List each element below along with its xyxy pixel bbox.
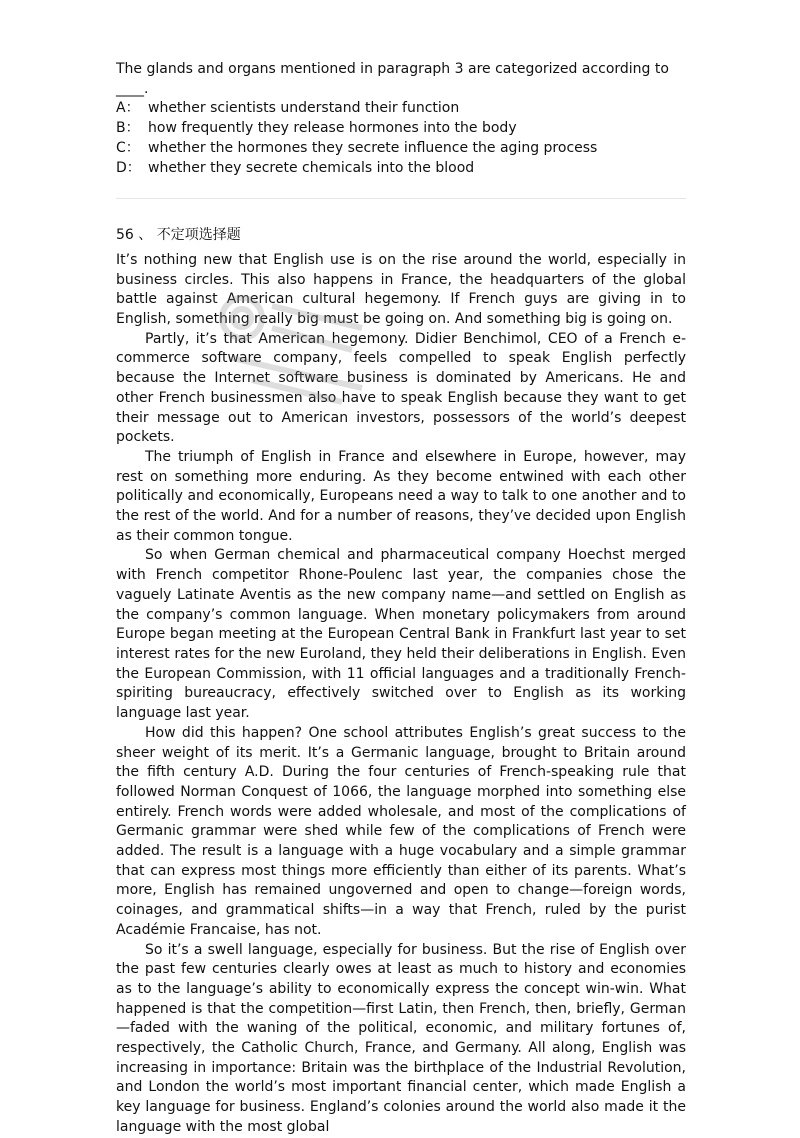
- previous-question-options: [116, 99, 686, 178]
- option-b: [116, 119, 686, 139]
- option-text: whether the hormones they secrete influence the aging process: [148, 139, 598, 156]
- passage-paragraph-6: So it’s a swell language, especially for business. But the rise of English over the past few centuries clearly owes at least as much to history and economies as to the language’s ability to economically express the concept win-win. What happened is that the competition—first Latin, then French, then, briefly, German—faded with the waning of the political, economic, and military fortunes of, respectively, the Catholic Church, France, and Germany. All along, English was increasing in importance: Britain was the birthplace of the Industrial Revolution, and London the world’s most important financial center, which made English a key language for business. England’s colonies around the world also made it the language with the most global: [116, 941, 686, 1135]
- passage-paragraph-4: So when German chemical and pharmaceutical company Hoechst merged with French competitor Rhone-Poulenc last year, the companies chose the vaguely Latinate Aventis as the new company name—and settled on English as the company’s common language. When monetary policymakers from around Europe began meeting at the European Central Bank in Frankfurt last year to set interest rates for the new Euroland, they held their deliberations in English. Even the European Commission, with 11 official languages and a traditionally French-spiriting bureaucracy, effectively switched over to English as its working language last year.: [116, 547, 686, 722]
- passage-paragraph-2: Partly, it’s that American hegemony. Didier Benchimol, CEO of a French e-commerce software company, feels compelled to speak English perfectly because the Internet software business is dominated by Americans. He and other French businessmen also have to speak English because they want to get their message out to American investors, possessors of the world’s deepest pockets.: [116, 330, 686, 446]
- previous-question-stem: The glands and organs mentioned in paragraph 3 are categorized according to ____.: [116, 61, 669, 97]
- option-a: [116, 99, 686, 119]
- passage-paragraph-1: It’s nothing new that English use is on the rise around the world, especially in business circles. This also happens in France, the headquarters of the global battle against American cultural hegemony. If French guys are giving in to English, something really big must be going on. And something big is going on.: [116, 251, 686, 328]
- option-letter: A：: [116, 100, 140, 117]
- passage-paragraph-3: The triumph of English in France and elsewhere in Europe, however, may rest on something more enduring. As they become entwined with each other politically and economically, Europeans need a way to talk to one another and to the rest of the world. And for a number of reasons, they’ve decided upon English as their common tongue.: [116, 448, 686, 544]
- passage-paragraph-5: How did this happen? One school attributes English’s great success to the sheer weight of its merit. It’s a Germanic language, brought to Britain around the fifth century A.D. During the four centuries of French-speaking rule that followed Norman Conquest of 1066, the language morphed into something else entirely. French words were added wholesale, and most of the complications of Germanic grammar were shed while few of the complications of French were added. The result is a language with a huge vocabulary and a simple grammar that can express most things more efficiently than either of its parents. What’s more, English has remained ungoverned and open to change—foreign words, coinages, and grammatical shifts—in a way that French, ruled by the purist Académie Francaise, has not.: [116, 724, 686, 938]
- document-page: [116, 60, 686, 1138]
- option-text: whether scientists understand their function: [148, 100, 460, 117]
- reading-passage: [116, 251, 686, 1138]
- option-c: [116, 139, 686, 159]
- question-divider: [116, 198, 686, 199]
- option-letter: C：: [116, 139, 140, 156]
- option-text: whether they secrete chemicals into the blood: [148, 159, 475, 176]
- option-letter: B：: [116, 120, 140, 137]
- question-header: 56 、 不定项选择题: [116, 227, 241, 244]
- option-d: [116, 159, 686, 179]
- option-text: how frequently they release hormones into the body: [148, 120, 517, 137]
- option-letter: D：: [116, 159, 141, 176]
